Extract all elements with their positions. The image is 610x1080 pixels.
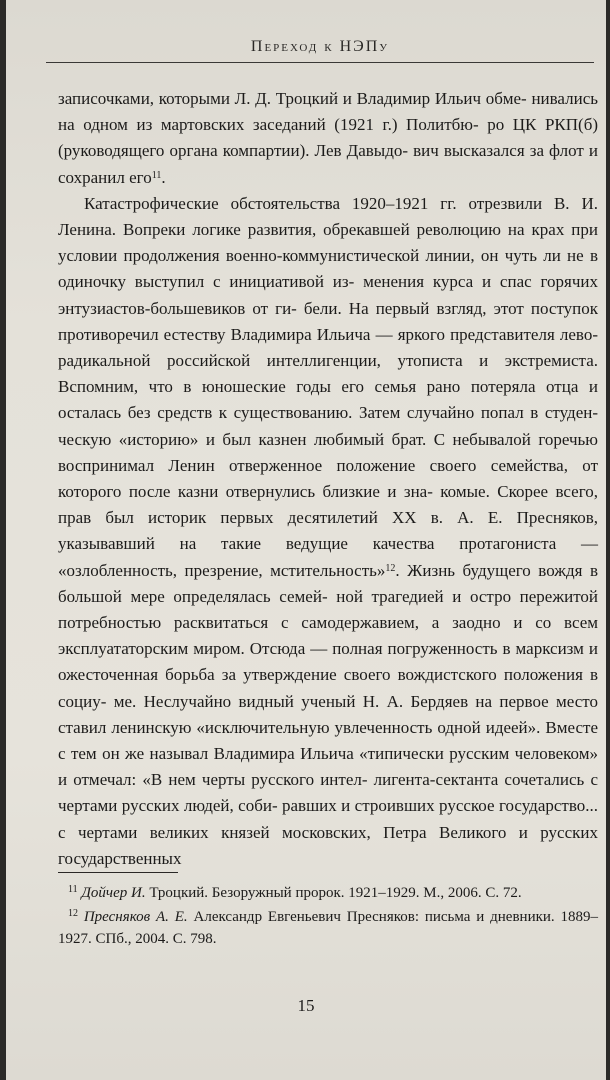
- footnote-author: Дойчер И.: [81, 885, 146, 901]
- text-line: на крах при условии продолжения военно-коммунистической: [58, 220, 598, 266]
- footnote-ref-12: 12: [385, 562, 396, 574]
- text-line: комые. Скорее всего, прав был историк первых десятилетий: [58, 482, 598, 528]
- text-line: Владимира Ильича — яркого представителя лево-радикальной: [58, 324, 598, 371]
- text-line: Жизнь будущего вождя в большой мере определялась семей-: [58, 560, 598, 606]
- text-line: ме. Неслучайно видный ученый Н. А. Бердяев на первое место: [113, 691, 598, 711]
- running-head: [46, 28, 594, 63]
- text-line: без средств к существованию. Затем случайно попал в студен-: [127, 403, 599, 423]
- text-line: князей московских, Петра Великого и русских государственных: [58, 822, 598, 868]
- footnote-number: 12: [68, 908, 78, 919]
- footnote-text: Александр Евгеньевич Пресняков: письма и дневники. 1889–1927. СПб., 2004. С. 798.: [58, 909, 598, 947]
- text-line: ро ЦК РКП(б) (руководящего органа компартии). Лев Давыдо-: [58, 115, 599, 161]
- footnote-author: Пресняков А. Е.: [83, 909, 188, 925]
- footnote-11: [58, 882, 598, 904]
- footnote-ref-11: 11: [151, 169, 162, 181]
- text-line: вич высказался за флот и сохранил его: [58, 141, 598, 187]
- text-line: Отсюда — полная погруженность в марксизм и ожесточенная: [58, 639, 598, 685]
- text-line: горечью воспринимал Ленин отверженное положение своего: [58, 429, 598, 475]
- footnote-12: [58, 906, 598, 950]
- main-text: [58, 86, 598, 872]
- text-line: что в юношеские годы его семья рано потеряла отца и осталась: [58, 377, 598, 423]
- text-line: Катастрофические обстоятельства 1920–1921 гг. отрезвили: [84, 193, 543, 213]
- text-line: XX в. А. Е. Пресняков, указывавший на такие ведущие качества: [58, 508, 599, 554]
- text-line: ческую «историю» и был казнен любимый брат. С небывалой: [58, 429, 531, 449]
- running-title: Переход к НЭПу: [250, 38, 390, 55]
- text-line: лигента-сектанта сочетались с чертами русских людей, соби-: [58, 770, 598, 816]
- text-line: .: [161, 167, 166, 187]
- text-line: Вместе с тем он же называл Владимира Ильича «типически: [58, 717, 598, 764]
- text-line: борьба за утверждение своего вождистского положения в социу-: [58, 665, 598, 711]
- text-line: русским человеком» и отмечал: «В нем черты русского интел-: [58, 744, 598, 790]
- footnotes: [58, 882, 598, 952]
- footnote-number: 11: [68, 884, 78, 895]
- text-line: записочками, которыми Л. Д. Троцкий и Владимир Ильич обме-: [58, 89, 527, 108]
- text-line: ставил ленинскую «исключительную увлеченность одной идеей».: [58, 717, 541, 737]
- text-line: нивались на одном из мартовских заседаний (1921 г.) Политбю-: [58, 89, 599, 135]
- text-line: семейства, от которого после казни отвернулись близкие и зна-: [58, 455, 598, 502]
- text-line: российской интеллигенции, утописта и экстремиста. Вспомним,: [58, 351, 598, 397]
- book-page: [6, 0, 606, 1080]
- page-number: 15: [297, 996, 315, 1015]
- footnote-divider: [58, 872, 178, 873]
- text-line: протагониста — «озлобленность, презрение, мстительность»: [58, 534, 599, 580]
- paragraph-1: [58, 86, 598, 191]
- text-line: ной трагедией и остро пережитой потребностью расквитаться: [58, 586, 598, 633]
- text-line: равших и строивших русское государство... с чертами великих: [58, 796, 598, 842]
- text-line: с самодержавием, а заодно и со всем эксплуататорским миром.: [58, 613, 599, 659]
- text-line: .: [395, 560, 400, 580]
- footnote-text: Троцкий. Безоружный пророк. 1921–1929. М., 2006. С. 72.: [149, 885, 522, 901]
- text-line: бели. На первый взгляд, этот поступок противоречил естеству: [58, 298, 599, 344]
- paragraph-2: [58, 191, 598, 872]
- text-line: менения курса и спас горячих энтузиастов-большевиков от ги-: [58, 272, 598, 318]
- text-line: линии, он чуть ли не в одиночку выступил с инициативой из-: [58, 246, 598, 292]
- text-line: В. И. Ленина. Вопреки логике развития, обрекавшей революцию: [58, 193, 598, 240]
